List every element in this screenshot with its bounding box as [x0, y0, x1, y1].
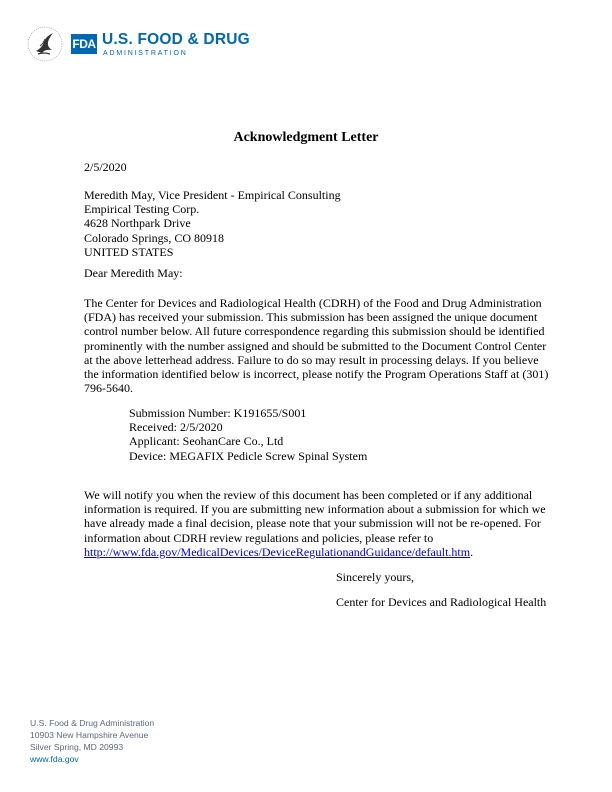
letterhead — [26, 24, 326, 68]
recipient-line: UNITED STATES — [84, 244, 174, 259]
body-paragraph-1: The Center for Devices and Radiological Health (CDRH) of the Food and Drug Administration (FDA) has received your submission. This submission has been assigned the unique document control number below. All future correspondence regarding this submission should be identified prominently with the number assigned and should be submitted to the Document Control Center at the above letterhead address. Failure to do so may result in processing delays. If you believe the information identified below is incorrect, please notify the Program Operations Staff at (301) 796-5640. — [84, 296, 549, 396]
device-name: Device: MEGAFIX Pedicle Screw Spinal System — [129, 448, 368, 463]
footer-address — [30, 717, 154, 765]
body-paragraph-2-text: We will notify you when the review of this document has been completed or if any additional information is required. If you are submitting new information about a submission for which we have already made a final decision, please note that your submission will not be re-opened. For information about CDRH review regulations and policies, please refer to — [84, 488, 546, 545]
recipient-line: 4628 Northpark Drive — [84, 216, 191, 231]
submission-details — [129, 406, 367, 463]
salutation: Dear Meredith May: — [84, 266, 183, 280]
hhs-eagle-icon — [26, 24, 64, 64]
footer-line: Silver Spring, MD 20993 — [30, 742, 124, 752]
footer-line: U.S. Food & Drug Administration — [30, 718, 155, 728]
agency-subtitle: ADMINISTRATION — [103, 50, 188, 57]
submission-number: Submission Number: K191655/S001 — [129, 406, 307, 420]
closing: Sincerely yours, — [336, 570, 414, 584]
received-date: Received: 2/5/2020 — [129, 420, 223, 435]
recipient-line: Meredith May, Vice President - Empirical Consulting — [84, 188, 341, 202]
link-suffix: . — [470, 544, 474, 559]
letter-date: 2/5/2020 — [84, 160, 127, 174]
footer-line: 10903 New Hampshire Avenue — [30, 730, 149, 740]
cdrh-guidance-link[interactable]: http://www.fda.gov/MedicalDevices/DeviceRegulationandGuidance/default.htm — [84, 544, 471, 559]
recipient-address — [84, 188, 341, 259]
signature: Center for Devices and Radiological Health — [336, 595, 547, 609]
recipient-line: Empirical Testing Corp. — [84, 202, 200, 217]
agency-name: U.S. FOOD & DRUG — [102, 31, 250, 48]
recipient-line: Colorado Springs, CO 80918 — [84, 230, 225, 245]
letter-title: Acknowledgment Letter — [233, 130, 379, 145]
applicant: Applicant: SeohanCare Co., Ltd — [129, 434, 284, 449]
body-paragraph-2 — [84, 488, 554, 559]
fda-logo-box: FDA — [71, 34, 97, 54]
footer-website-link[interactable]: www.fda.gov — [30, 754, 79, 764]
